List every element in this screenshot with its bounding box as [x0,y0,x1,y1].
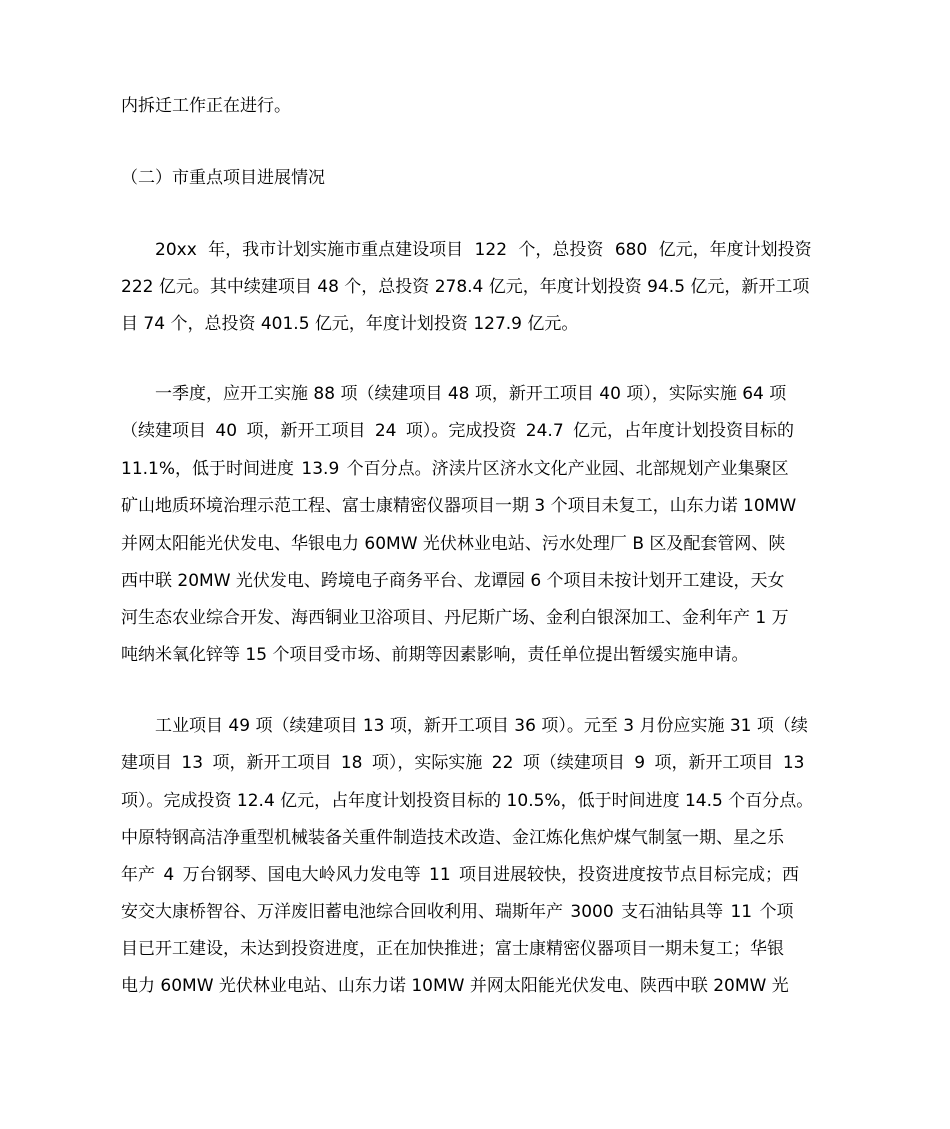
paragraph-line: 目已开工建设，未达到投资进度，正在加快推进；富士康精密仪器项目一期未复工；华银 [121,939,784,959]
paragraph-line: 工业项目 49 项（续建项目 13 项，新开工项目 36 项）。元至 3 月份应实施 31 项（续 [155,716,808,736]
paragraph-line: 电力 60MW 光伏林业电站、山东力诺 10MW 并网太阳能光伏发电、陕西中联 20MW 光 [121,976,789,996]
paragraph-line: 20xx 年，我市计划实施市重点建设项目 122 个，总投资 680 亿元，年度计划投资 [155,240,812,260]
section-heading: （二）市重点项目进展情况 [121,168,325,188]
paragraph-line: 西中联 20MW 光伏发电、跨境电子商务平台、龙谭园 6 个项目未按计划开工建设，天女 [121,571,785,591]
paragraph-line: 年产 4 万台钢琴、国电大岭风力发电等 11 项目进展较快，投资进度按节点目标完成；西 [121,865,800,885]
paragraph-line: （续建项目 40 项，新开工项目 24 项）。完成投资 24.7 亿元，占年度计划投资目标的 [121,421,795,441]
paragraph-line: 矿山地质环境治理示范工程、富士康精密仪器项目一期 3 个项目未复工，山东力诺 10MW [121,496,797,516]
paragraph-line: 安交大康桥智谷、万洋废旧蓄电池综合回收利用、瑞斯年产 3000 支石油钻具等 11 个项 [121,902,794,922]
paragraph-line: 内拆迁工作正在进行。 [121,96,291,116]
paragraph-line: 一季度，应开工实施 88 项（续建项目 48 项，新开工项目 40 项），实际实施 64 项 [155,384,787,404]
paragraph-line: 中原特钢高洁净重型机械装备关重件制造技术改造、金江炼化焦炉煤气制氢一期、星之乐 [121,828,784,848]
paragraph-line: 222 亿元。其中续建项目 48 个，总投资 278.4 亿元，年度计划投资 94.5 亿元，新开工项 [121,277,810,297]
paragraph-line: 河生态农业综合开发、海西铜业卫浴项目、丹尼斯广场、金利白银深加工、金利年产 1 万 [121,608,789,628]
paragraph-line: 建项目 13 项，新开工项目 18 项），实际实施 22 项（续建项目 9 项，新开工项目 13 [121,753,805,773]
paragraph-line: 11.1%，低于时间进度 13.9 个百分点。济渎片区济水文化产业园、北部规划产业集聚区 [121,459,789,479]
paragraph-line: 吨纳米氧化锌等 15 个项目受市场、前期等因素影响，责任单位提出暂缓实施申请。 [121,645,749,665]
paragraph-line: 并网太阳能光伏发电、华银电力 60MW 光伏林业电站、污水处理厂 B 区及配套管网、陕 [121,534,786,554]
paragraph-line: 目 74 个，总投资 401.5 亿元，年度计划投资 127.9 亿元。 [121,314,579,334]
paragraph-line: 项）。完成投资 12.4 亿元，占年度计划投资目标的 10.5%，低于时间进度 14.5 个百分点。 [121,791,814,811]
